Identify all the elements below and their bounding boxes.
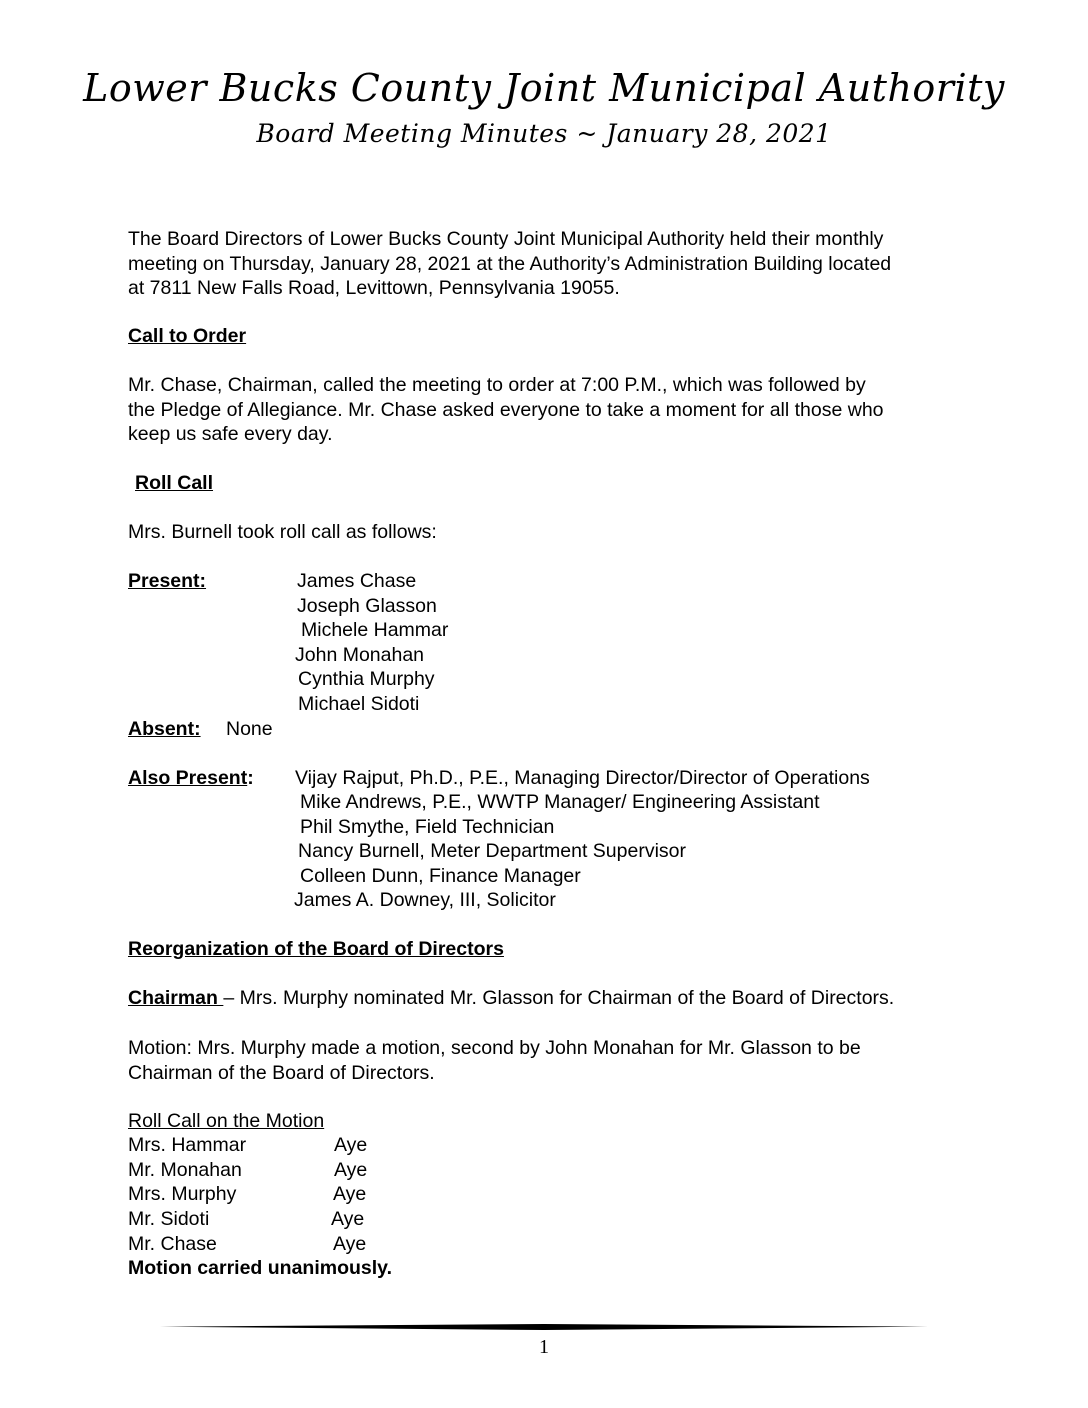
vote-name: Mr. Chase (128, 1233, 217, 1255)
chairman-nomination (128, 987, 894, 1010)
chairman-label: Chairman (128, 987, 224, 1009)
roll-call-intro: Mrs. Burnell took roll call as follows: (128, 521, 437, 543)
paragraph-line: Mr. Chase, Chairman, called the meeting to order at 7:00 P.M., which was followed by (128, 374, 866, 396)
call-to-order-paragraph (128, 373, 961, 447)
vote-name: Mrs. Hammar (128, 1134, 247, 1156)
vote-name: Mr. Sidoti (128, 1208, 210, 1230)
vote-name: Mr. Monahan (128, 1159, 242, 1181)
also-present-person: Vijay Rajput, Ph.D., P.E., Managing Director/Director of Operations (295, 767, 870, 789)
also-present-person: Nancy Burnell, Meter Department Supervisor (298, 840, 686, 862)
paragraph-line: Chairman of the Board of Directors. (128, 1061, 435, 1084)
intro-line: at 7811 New Falls Road, Levittown, Pennsylvania 19055. (128, 277, 620, 299)
present-member: John Monahan (295, 644, 425, 666)
roll-call-heading: Roll Call (135, 472, 214, 494)
absent-value: None (226, 718, 273, 740)
present-member: Joseph Glasson (297, 595, 437, 617)
call-to-order-heading: Call to Order (128, 325, 247, 347)
also-present-label (128, 767, 254, 790)
also-present-person: James A. Downey, III, Solicitor (294, 889, 556, 911)
vote-value: Aye (331, 1208, 365, 1230)
intro-paragraph (128, 227, 961, 301)
motion-result: Motion carried unanimously. (128, 1257, 393, 1279)
paragraph-line: the Pledge of Allegiance. Mr. Chase asked everyone to take a moment for all those who (128, 398, 884, 421)
paragraph-line: Motion: Mrs. Murphy made a motion, second by John Monahan for Mr. Glasson to be (128, 1037, 861, 1059)
document-title: Lower Bucks County Joint Municipal Authority (83, 66, 1005, 110)
also-present-label-text: Also Present (128, 767, 248, 789)
vote-value: Aye (334, 1159, 368, 1181)
absent-label: Absent: (128, 718, 201, 740)
intro-line: The Board Directors of Lower Bucks County Joint Municipal Authority held their monthly (128, 228, 884, 250)
present-member: Cynthia Murphy (298, 668, 435, 690)
reorganization-heading: Reorganization of the Board of Directors (128, 938, 504, 960)
page-number: 1 (539, 1336, 549, 1358)
vote-value: Aye (333, 1233, 367, 1255)
vote-heading: Roll Call on the Motion (128, 1110, 325, 1132)
also-present-colon: : (247, 767, 254, 789)
footer-rule (160, 1324, 928, 1330)
present-member: James Chase (297, 570, 417, 592)
intro-line: meeting on Thursday, January 28, 2021 at the Authority’s Administration Building located (128, 252, 892, 275)
present-label: Present: (128, 570, 207, 592)
present-member: Michele Hammar (301, 619, 449, 641)
also-present-person: Mike Andrews, P.E., WWTP Manager/ Engineering Assistant (300, 791, 820, 813)
also-present-person: Phil Smythe, Field Technician (300, 816, 555, 838)
vote-value: Aye (333, 1183, 367, 1205)
paragraph-line: keep us safe every day. (128, 423, 333, 445)
also-present-person: Colleen Dunn, Finance Manager (300, 865, 581, 887)
document-subtitle: Board Meeting Minutes ~ January 28, 2021 (256, 119, 832, 148)
present-member: Michael Sidoti (298, 693, 420, 715)
motion-paragraph (128, 1036, 961, 1085)
vote-value: Aye (334, 1134, 368, 1156)
vote-name: Mrs. Murphy (128, 1183, 237, 1205)
chairman-text: – Mrs. Murphy nominated Mr. Glasson for Chairman of the Board of Directors. (223, 987, 895, 1009)
